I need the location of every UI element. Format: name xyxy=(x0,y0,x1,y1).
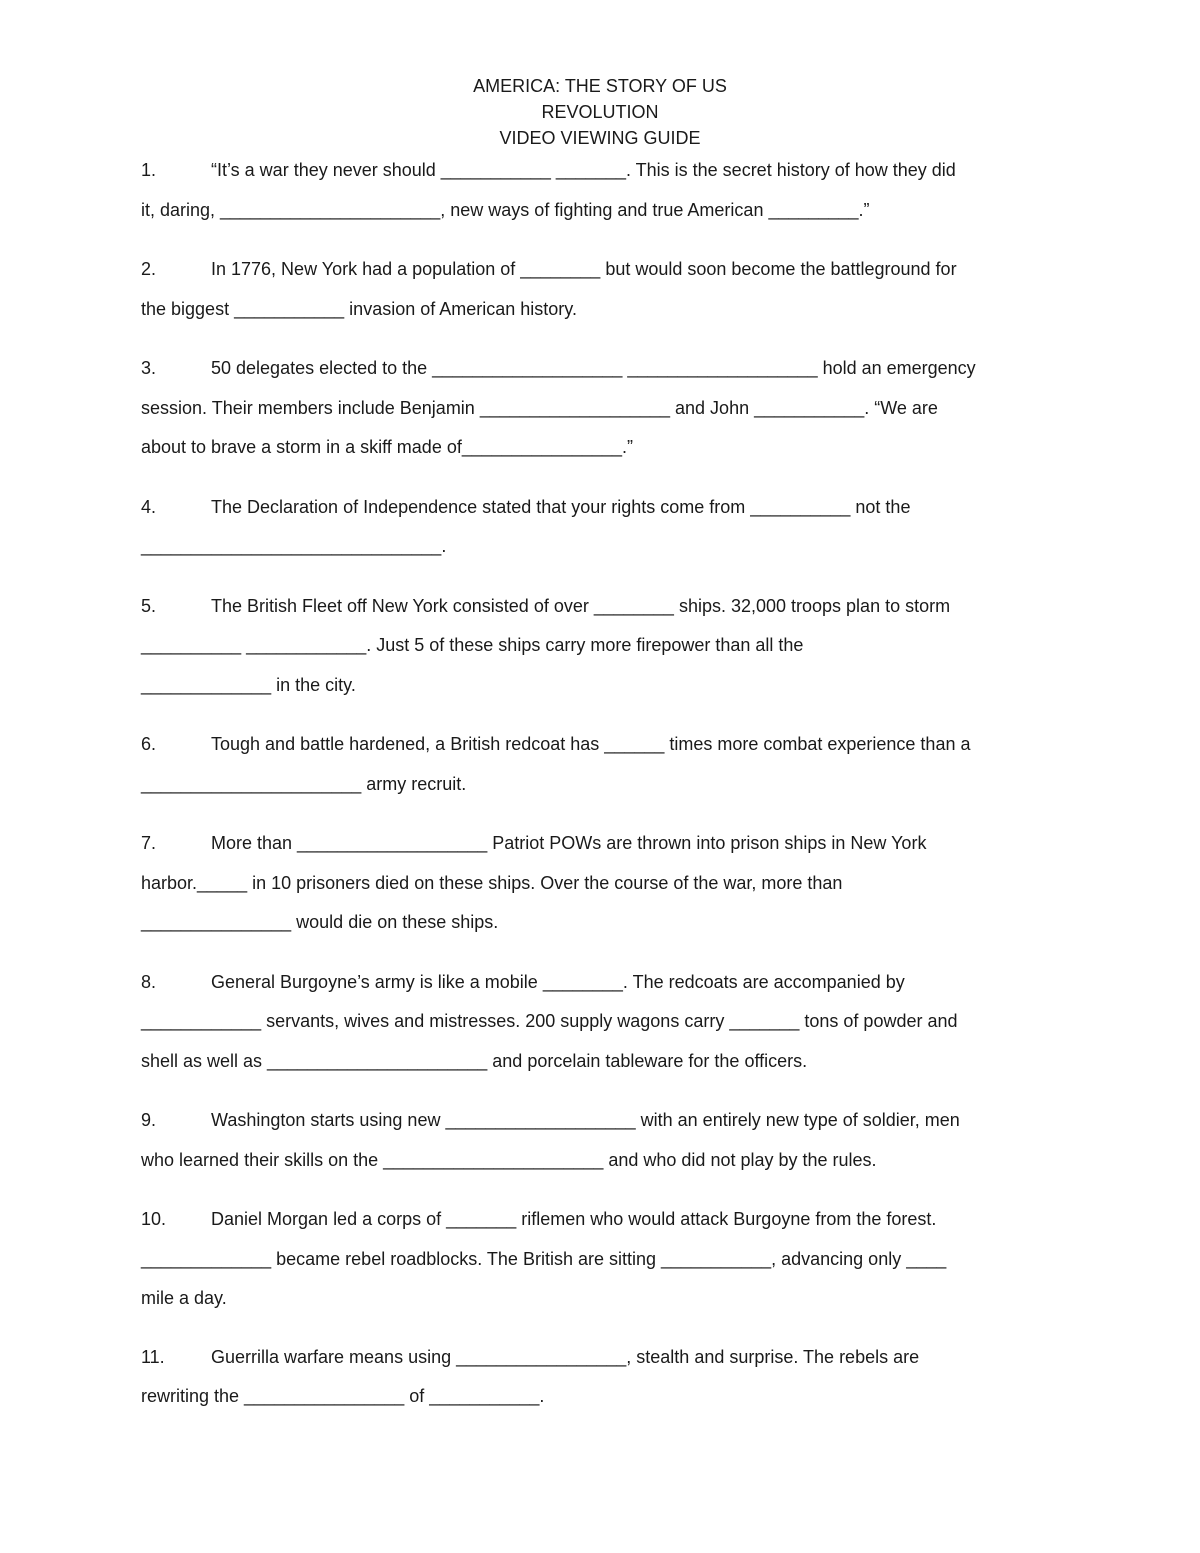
question-line xyxy=(141,626,1061,666)
question-text: mile a day. xyxy=(141,1288,227,1308)
question-item xyxy=(141,824,1061,943)
question-item xyxy=(141,725,1061,804)
question-number: 10. xyxy=(141,1209,167,1229)
question-text: ______________________________. xyxy=(141,536,447,556)
question-number: 4. xyxy=(141,496,157,517)
question-line xyxy=(141,903,1061,943)
question-text: it, daring, ______________________, new ways of fighting and true American _________.” xyxy=(141,199,870,220)
question-item xyxy=(141,1101,1061,1180)
question-line xyxy=(141,765,1061,805)
question-text: Guerrilla warfare means using _________________, stealth and surprise. The rebels are xyxy=(211,1346,920,1367)
question-text: _____________ became rebel roadblocks. The British are sitting ___________, advancing only ____ xyxy=(141,1248,947,1269)
question-text: ____________ servants, wives and mistresses. 200 supply wagons carry _______ tons of powder and xyxy=(141,1011,958,1031)
question-line xyxy=(141,389,1061,429)
question-item xyxy=(141,1200,1061,1319)
question-line xyxy=(141,290,1061,330)
question-text: __________ ____________. Just 5 of these ships carry more firepower than all the xyxy=(141,635,804,655)
question-line xyxy=(141,250,1061,290)
question-text: _____________ in the city. xyxy=(141,674,356,695)
question-text: “It’s a war they never should ___________ _______. This is the secret history of how they did xyxy=(211,160,956,180)
question-number: 3. xyxy=(141,358,157,378)
question-item xyxy=(141,963,1061,1082)
question-number: 11. xyxy=(141,1346,165,1367)
question-line xyxy=(141,527,1061,567)
question-line xyxy=(141,824,1061,864)
question-number: 7. xyxy=(141,833,157,853)
question-text: session. Their members include Benjamin ___________________ and John ___________. “We are xyxy=(141,397,938,418)
question-line xyxy=(141,349,1061,389)
question-item xyxy=(141,488,1061,567)
question-item xyxy=(141,1338,1061,1417)
question-item xyxy=(141,587,1061,706)
question-text: The British Fleet off New York consisted of over ________ ships. 32,000 troops plan to storm xyxy=(211,595,951,616)
question-text: about to brave a storm in a skiff made of________________.” xyxy=(141,437,634,457)
question-line xyxy=(141,191,1061,231)
question-text: General Burgoyne’s army is like a mobile ________. The redcoats are accompanied by xyxy=(211,971,905,992)
question-line xyxy=(141,1141,1061,1181)
worksheet-guide-label: VIDEO VIEWING GUIDE xyxy=(499,128,701,148)
question-line xyxy=(141,428,1061,468)
question-text: ______________________ army recruit. xyxy=(141,773,467,794)
question-line xyxy=(141,1240,1061,1280)
question-text: shell as well as ______________________ and porcelain tableware for the officers. xyxy=(141,1050,808,1071)
question-line xyxy=(141,864,1061,904)
question-text: Daniel Morgan led a corps of _______ riflemen who would attack Burgoyne from the forest. xyxy=(211,1209,937,1229)
question-text: 50 delegates elected to the ___________________ ___________________ hold an emergency xyxy=(211,358,976,378)
question-line xyxy=(141,725,1061,765)
question-text: who learned their skills on the ______________________ and who did not play by the rules. xyxy=(141,1149,877,1170)
question-line xyxy=(141,587,1061,627)
question-list xyxy=(141,151,1061,1417)
question-text: _______________ would die on these ships. xyxy=(141,912,499,932)
question-text: harbor._____ in 10 prisoners died on these ships. Over the course of the war, more than xyxy=(141,872,843,893)
question-line xyxy=(141,1101,1061,1141)
question-number: 9. xyxy=(141,1110,157,1130)
question-line xyxy=(141,666,1061,706)
question-number: 5. xyxy=(141,595,157,616)
question-text: rewriting the ________________ of ___________. xyxy=(141,1386,545,1406)
question-line xyxy=(141,1002,1061,1042)
question-line xyxy=(141,1200,1061,1240)
question-item xyxy=(141,151,1061,230)
question-number: 1. xyxy=(141,160,157,180)
question-line xyxy=(141,963,1061,1003)
question-text: Tough and battle hardened, a British redcoat has ______ times more combat experience than a xyxy=(211,734,971,754)
question-number: 6. xyxy=(141,734,157,754)
question-text: Washington starts using new ___________________ with an entirely new type of soldier, men xyxy=(211,1110,960,1130)
question-line xyxy=(141,1377,1061,1417)
question-text: The Declaration of Independence stated that your rights come from __________ not the xyxy=(211,496,911,517)
question-text: the biggest ___________ invasion of American history. xyxy=(141,298,577,319)
worksheet-header xyxy=(0,73,1200,151)
question-item xyxy=(141,250,1061,329)
question-line xyxy=(141,151,1061,191)
question-line xyxy=(141,1042,1061,1082)
worksheet-subtitle: REVOLUTION xyxy=(541,102,659,122)
worksheet-title: AMERICA: THE STORY OF US xyxy=(473,76,727,96)
question-number: 2. xyxy=(141,259,157,279)
question-text: In 1776, New York had a population of ________ but would soon become the battleground for xyxy=(211,259,957,279)
question-item xyxy=(141,349,1061,468)
question-line xyxy=(141,488,1061,528)
question-number: 8. xyxy=(141,971,157,992)
question-line xyxy=(141,1279,1061,1319)
question-line xyxy=(141,1338,1061,1378)
question-text: More than ___________________ Patriot POWs are thrown into prison ships in New York xyxy=(211,833,927,853)
